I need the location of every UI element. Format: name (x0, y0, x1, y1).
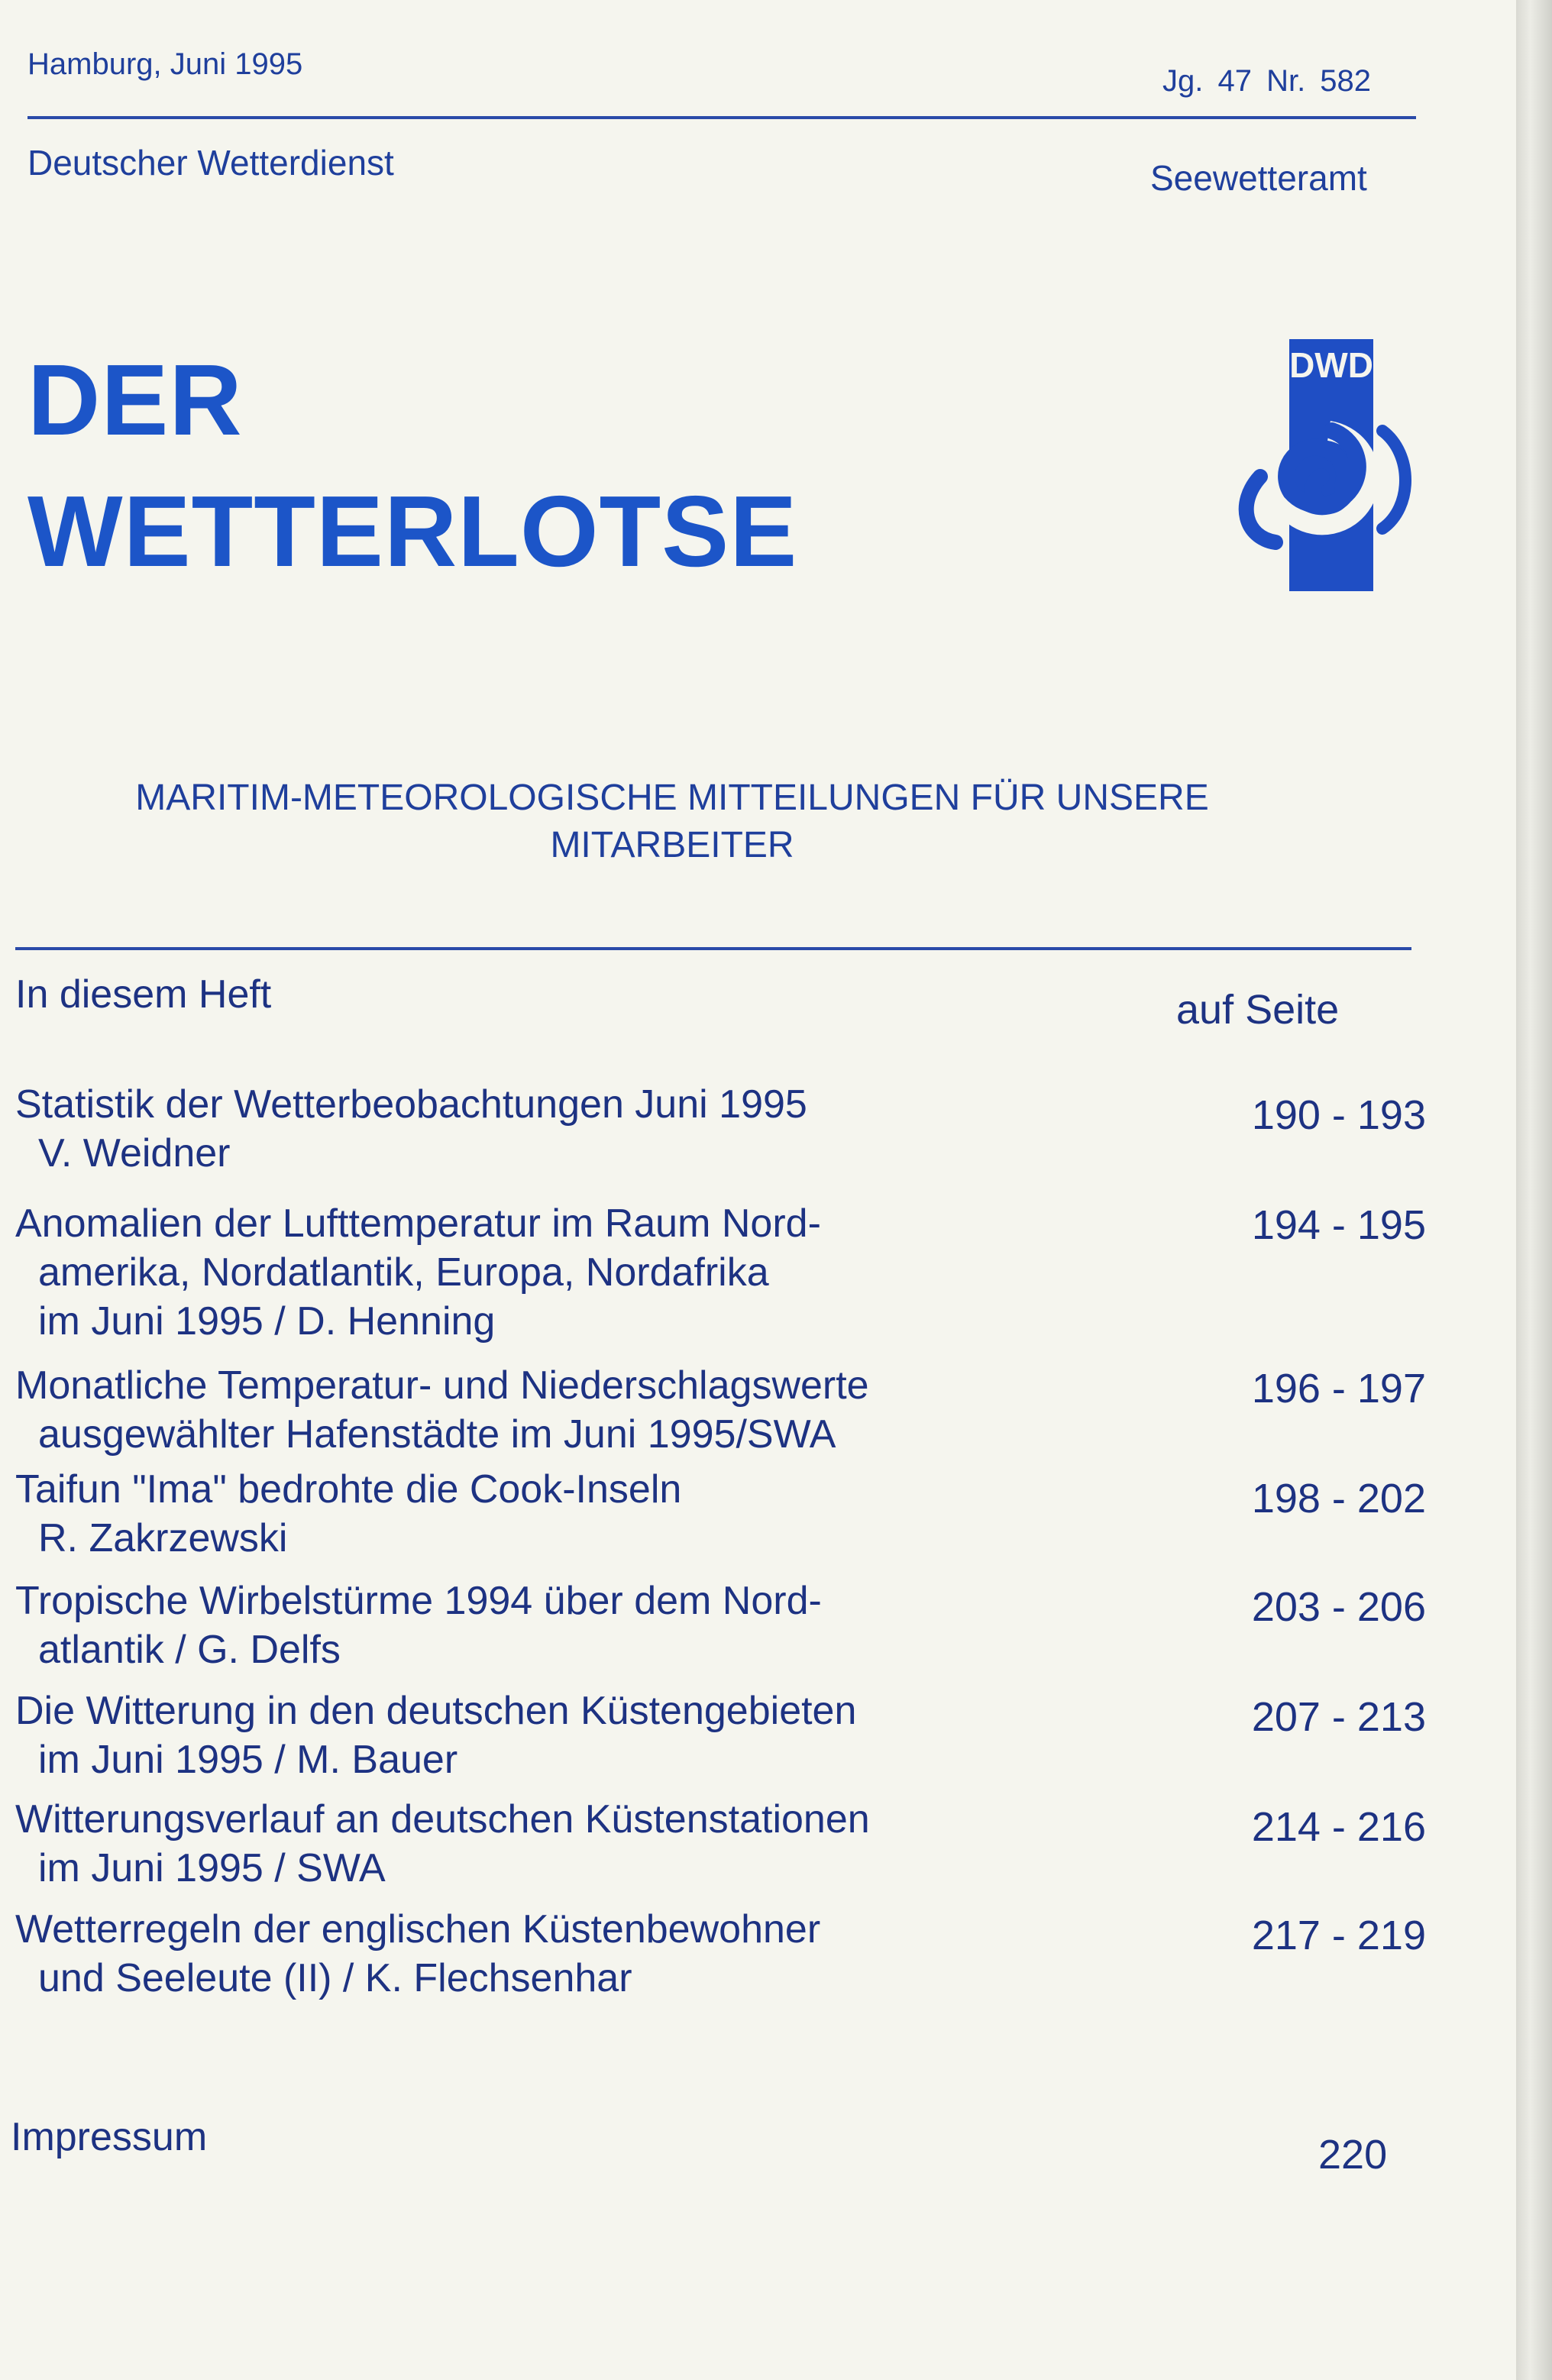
title-line-1: DER (27, 344, 243, 456)
subtitle-line-2: MITARBEITER (550, 825, 794, 865)
entry-title-line: Anomalien der Lufttemperatur im Raum Nord- (15, 1201, 821, 1246)
contents-rule (15, 947, 1411, 950)
entry-title-line: Wetterregeln der englischen Küstenbewohner (15, 1907, 821, 1952)
impressum-label: Impressum (11, 2115, 208, 2159)
department-name: Seewetteramt (1150, 158, 1367, 198)
header-rule (27, 116, 1416, 119)
entry-author-line: ausgewählter Hafenstädte im Juni 1995/SWA (38, 1412, 836, 1457)
entry-title-line: Witterungsverlauf an deutschen Küstenstationen (15, 1797, 870, 1842)
impressum-page: 220 (1318, 2132, 1388, 2178)
entry-pages: 207 - 213 (1251, 1694, 1426, 1740)
entry-pages: 198 - 202 (1251, 1476, 1426, 1521)
entry-title-line: Die Witterung in den deutschen Küstengebieten (15, 1689, 857, 1733)
entry-author-line: V. Weidner (38, 1131, 231, 1175)
entry-title-line: Taifun "Ima" bedrohte die Cook-Inseln (15, 1467, 682, 1512)
entry-pages: 214 - 216 (1251, 1804, 1426, 1850)
page-column-heading: auf Seite (1176, 987, 1340, 1033)
place-date: Hamburg, Juni 1995 (27, 47, 303, 81)
entry-pages: 217 - 219 (1251, 1913, 1426, 1958)
entry-author-line: im Juni 1995 / D. Henning (38, 1299, 496, 1344)
entry-title-line: Monatliche Temperatur- und Niederschlagswerte (15, 1363, 869, 1408)
entry-author-line: atlantik / G. Delfs (38, 1628, 341, 1672)
entry-author-line: und Seeleute (II) / K. Flechsenhar (38, 1956, 632, 2000)
subtitle (92, 774, 1253, 869)
subtitle-line-1: MARITIM-METEOROLOGISCHE MITTEILUNGEN FÜR UNSERE (135, 778, 1209, 818)
entry-title-line: Statistik der Wetterbeobachtungen Juni 1995 (15, 1082, 807, 1127)
title-line-2: WETTERLOTSE (27, 475, 798, 587)
entry-title-line-2: amerika, Nordatlantik, Europa, Nordafrika (38, 1250, 769, 1295)
entry-author-line: R. Zakrzewski (38, 1516, 288, 1560)
entry-pages: 203 - 206 (1251, 1584, 1426, 1630)
entry-pages: 196 - 197 (1251, 1366, 1426, 1412)
dwd-logo (1230, 339, 1421, 603)
issue-number: Jg. 47 Nr. 582 (1162, 64, 1372, 98)
publisher-name: Deutscher Wetterdienst (27, 143, 394, 183)
entry-author-line: im Juni 1995 / SWA (38, 1846, 386, 1890)
page-edge (1516, 0, 1552, 2380)
entry-pages: 190 - 193 (1251, 1092, 1426, 1138)
dwd-logo-text: DWD (1289, 345, 1373, 385)
contents-heading: In diesem Heft (15, 972, 272, 1017)
entry-author-line: im Juni 1995 / M. Bauer (38, 1738, 458, 1782)
entry-title-line: Tropische Wirbelstürme 1994 über dem Nord- (15, 1579, 822, 1623)
entry-pages: 194 - 195 (1251, 1202, 1426, 1248)
